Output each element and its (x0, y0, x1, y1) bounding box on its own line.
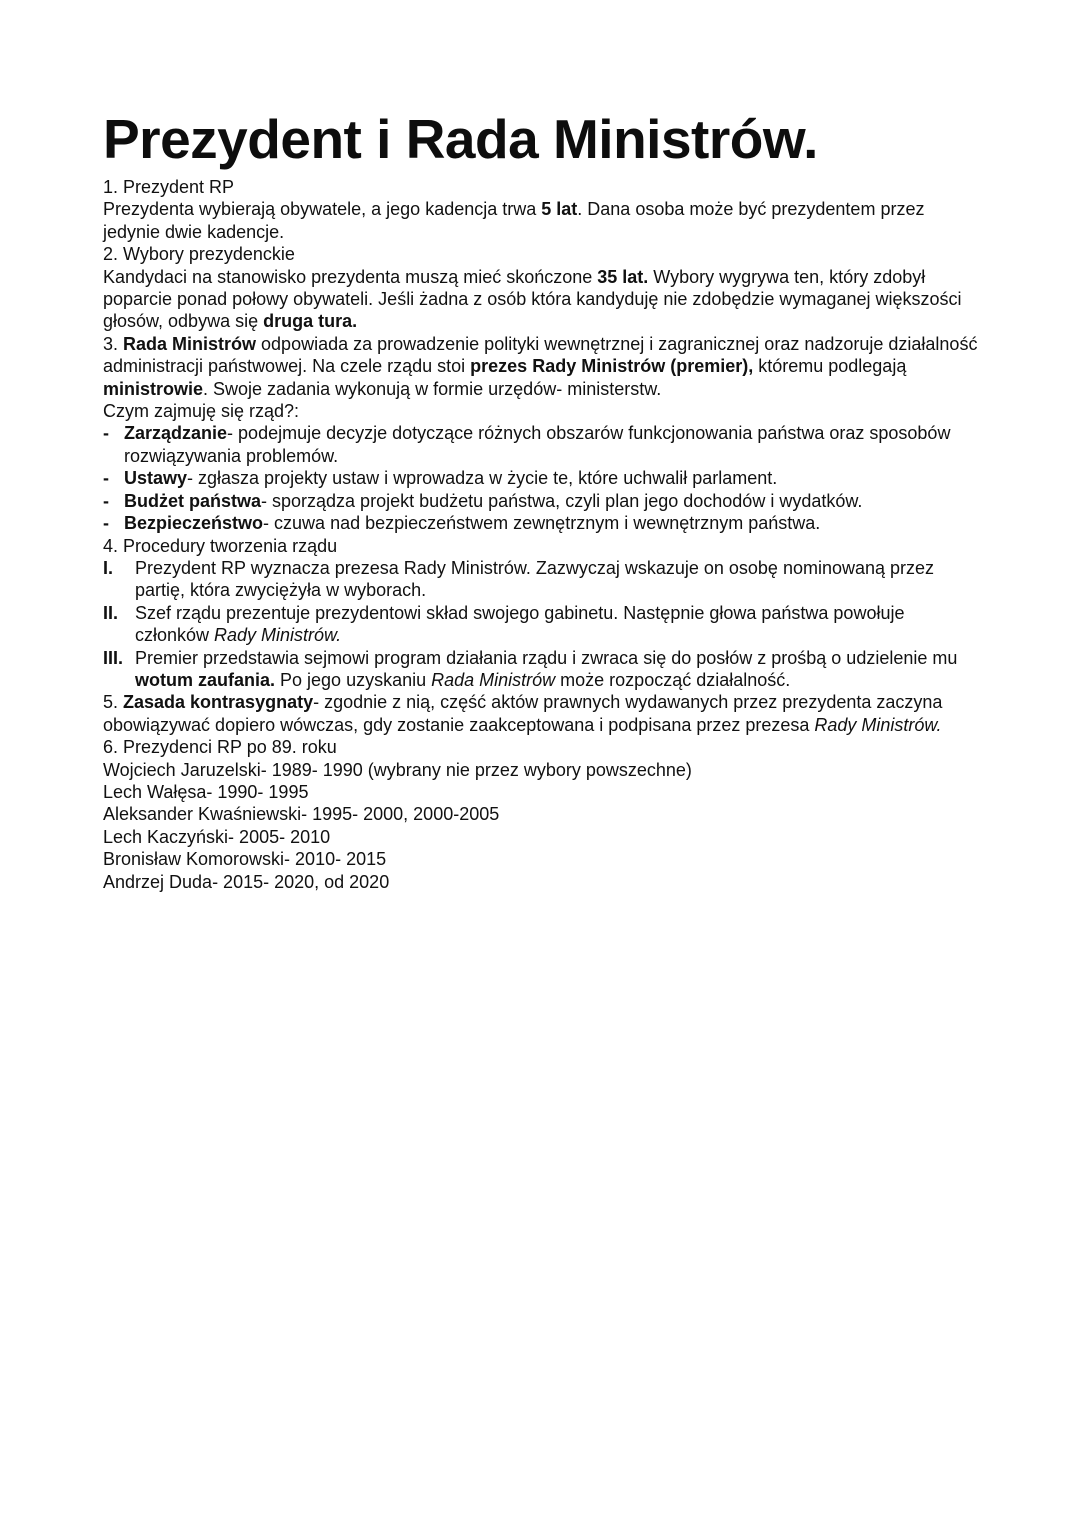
step-text (135, 602, 983, 647)
list-item (103, 490, 983, 512)
section-number: 3. (103, 333, 124, 354)
section-2-heading: 2. Wybory prezydenckie (103, 244, 295, 265)
text-span: Kandydaci na stanowisko prezydenta muszą mieć skończone (103, 266, 598, 287)
bold-term: wotum zaufania. (135, 669, 276, 690)
text-span: Prezydenta wybierają obywatele, a jego kadencja trwa (103, 199, 542, 220)
bold-term: prezes Rady Ministrów (premier), (470, 356, 754, 377)
bold-term: Ustawy (124, 468, 188, 489)
numbered-step (103, 647, 983, 692)
section-5-paragraph (103, 691, 983, 736)
president-entry: Lech Wałęsa- 1990- 1995 (103, 781, 309, 802)
bold-term: druga tura. (263, 311, 358, 332)
bold-term: Zasada kontrasygnaty (123, 692, 314, 713)
bold-term: 5 lat (541, 199, 578, 220)
text-span: - zgłasza projekty ustaw i wprowadza w życie te, które uchwalił parlament. (187, 468, 778, 489)
president-entry: Lech Kaczyński- 2005- 2010 (103, 826, 331, 847)
bold-term: Bezpieczeństwo (124, 513, 264, 534)
bold-term: 35 lat. (597, 266, 649, 287)
list-item-text (124, 490, 983, 512)
list-item-text (124, 422, 983, 467)
roman-numeral: II. (103, 602, 119, 623)
roman-numeral: I. (103, 557, 114, 578)
text-span: - czuwa nad bezpieczeństwem zewnętrznym i wewnętrznym państwa. (263, 513, 821, 534)
document-body (103, 176, 983, 893)
bold-term: ministrowie (103, 378, 204, 399)
text-span: . Swoje zadania wykonują w formie urzędów- ministerstw. (203, 378, 662, 399)
step-text (135, 647, 983, 692)
bullet-dash: - (103, 490, 109, 511)
text-span: Wybory wygrywa ten, który zdobył poparcie ponad połowy obywateli. Jeśli żadna z osób która kandyduję nie zdobędzie wymaganej większości głosów, odbywa się (103, 266, 962, 332)
list-item (103, 512, 983, 534)
bold-term: Rada Ministrów (123, 333, 257, 354)
italic-term: Rady Ministrów. (214, 625, 342, 646)
text-span: Szef rządu prezentuje prezydentowi skład swojego gabinetu. Następnie głowa państwa powołuje członków (135, 602, 905, 646)
text-span: - sporządza projekt budżetu państwa, czyli plan jego dochodów i wydatków. (261, 490, 863, 511)
list-item (103, 467, 983, 489)
document-page (103, 108, 983, 893)
section-number: 5. (103, 692, 124, 713)
bullet-dash: - (103, 423, 109, 444)
step-text: Prezydent RP wyznacza prezesa Rady Ministrów. Zazwyczaj wskazuje on osobę nominowaną przez partię, która zwyciężyła w wyborach. (135, 557, 935, 601)
text-span: może rozpocząć działalność. (555, 669, 791, 690)
bullet-dash: - (103, 513, 109, 534)
bold-term: Zarządzanie (124, 423, 228, 444)
president-entry: Andrzej Duda- 2015- 2020, od 2020 (103, 871, 390, 892)
section-3-question: Czym zajmuję się rząd?: (103, 401, 300, 422)
section-2-paragraph (103, 266, 983, 333)
text-span: - podejmuje decyzje dotyczące różnych obszarów funkcjonowania państwa oraz sposobów rozwiązywania problemów. (124, 423, 951, 466)
text-span: - zgodnie z nią, część aktów prawnych wydawanych przez prezydenta zaczyna obowiązywać dopiero wówczas, gdy zostanie zaakceptowana i podpisana przez prezesa (103, 692, 943, 735)
text-span: Po jego uzyskaniu (275, 669, 432, 690)
list-item-text (124, 467, 983, 489)
italic-term: Rady Ministrów. (814, 714, 942, 735)
numbered-step (103, 602, 983, 647)
section-1-heading: 1. Prezydent RP (103, 177, 235, 197)
section-6-heading: 6. Prezydenci RP po 89. roku (103, 737, 337, 758)
president-entry: Bronisław Komorowski- 2010- 2015 (103, 849, 387, 870)
text-span: któremu podlegają (753, 356, 907, 377)
text-span: . Dana osoba może być prezydentem przez jedynie dwie kadencje. (103, 199, 925, 242)
page-title: Prezydent i Rada Ministrów. (103, 108, 818, 170)
section-3-paragraph (103, 333, 983, 400)
president-entry: Aleksander Kwaśniewski- 1995- 2000, 2000-2005 (103, 804, 500, 825)
president-entry: Wojciech Jaruzelski- 1989- 1990 (wybrany nie przez wybory powszechne) (103, 759, 692, 780)
list-item (103, 422, 983, 467)
bullet-dash: - (103, 468, 109, 489)
roman-numeral: III. (103, 647, 124, 668)
italic-term: Rada Ministrów (431, 669, 556, 690)
text-span: odpowiada za prowadzenie polityki wewnętrznej i zagranicznej oraz nadzoruje działalność administracji państwowej. Na czele rządu stoi (103, 333, 978, 377)
text-span: Premier przedstawia sejmowi program działania rządu i zwraca się do posłów z prośbą o udzielenie mu (135, 647, 958, 668)
numbered-step (103, 557, 983, 602)
section-1-paragraph (103, 198, 983, 243)
list-item-text (124, 512, 983, 534)
section-4-heading: 4. Procedury tworzenia rządu (103, 535, 338, 556)
bold-term: Budżet państwa (124, 490, 262, 511)
